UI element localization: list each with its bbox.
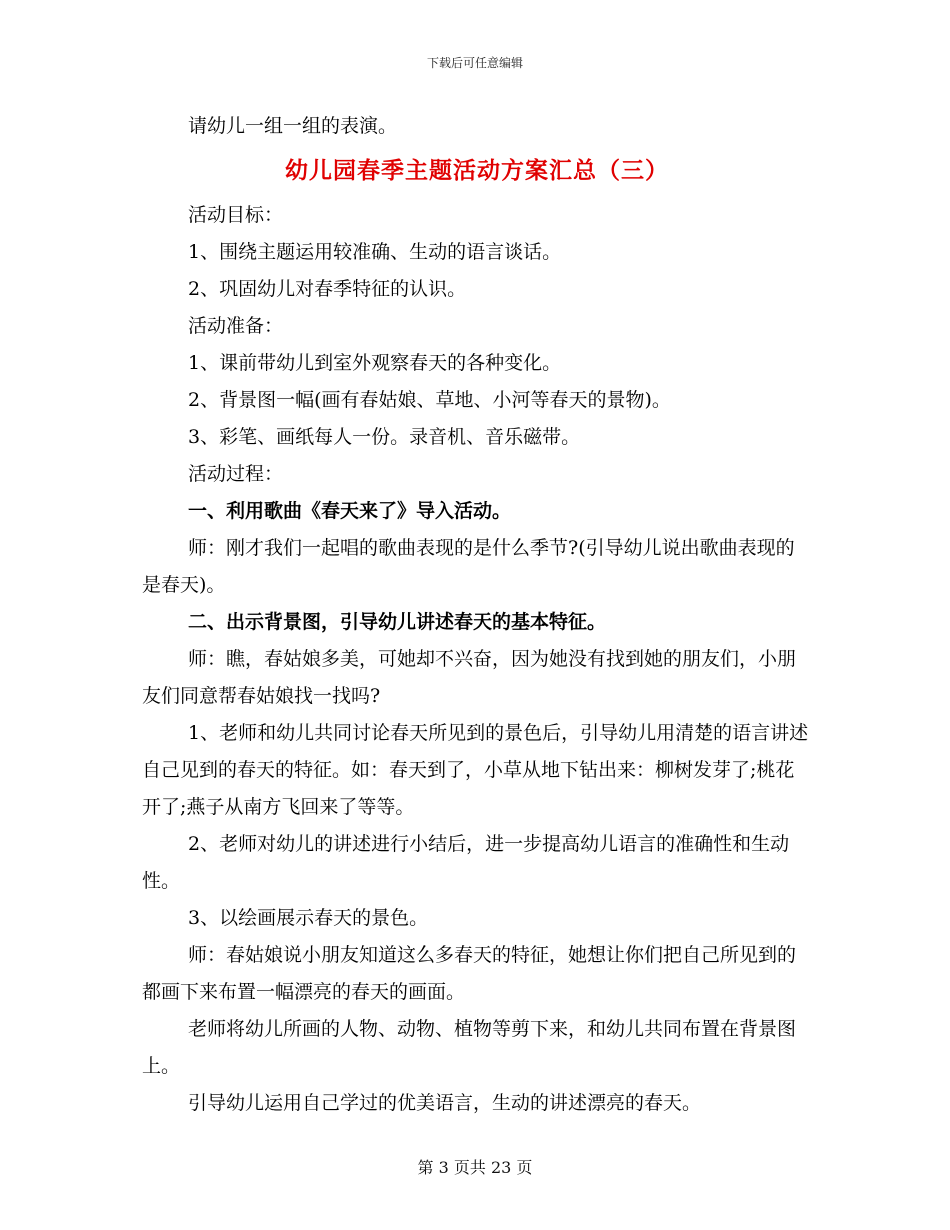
step-1-paragraph: 师：刚才我们一起唱的歌曲表现的是什么季节?(引导幼儿说出歌曲表现的是春天)。 <box>142 537 795 596</box>
prep-item-3: 3、彩笔、画纸每人一份。录音机、音乐磁带。 <box>188 426 581 448</box>
page-header-note: 下载后可任意编辑 <box>426 56 523 70</box>
step-2-item-3-paragraph-3: 引导幼儿运用自己学过的优美语言，生动的讲述漂亮的春天。 <box>188 1092 702 1114</box>
page-number-footer: 第 3 页共 23 页 <box>417 1158 533 1177</box>
step-2-item-3: 3、以绘画展示春天的景色。 <box>188 907 429 929</box>
step-2-item-2: 2、老师对幼儿的讲述进行小结后，进一步提高幼儿语言的准确性和生动性。 <box>142 833 790 892</box>
step-2-item-3-paragraph-2: 老师将幼儿所画的人物、动物、植物等剪下来，和幼儿共同布置在背景图上。 <box>142 1018 797 1077</box>
step-2-item-1: 1、老师和幼儿共同讨论春天所见到的景色后，引导幼儿用清楚的语言讲述自己见到的春天的特征。如：春天到了，小草从地下钻出来：柳树发芽了;桃花开了;燕子从南方飞回来了等等。 <box>142 722 809 818</box>
prep-heading: 活动准备： <box>188 315 284 337</box>
step-2-heading: 二、出示背景图，引导幼儿讲述春天的基本特征。 <box>188 611 607 633</box>
goal-item-1: 1、围绕主题运用较准确、生动的语言谈话。 <box>188 241 562 263</box>
prep-item-2: 2、背景图一幅(画有春姑娘、草地、小河等春天的景物)。 <box>188 389 671 411</box>
step-2-item-3-paragraph: 师：春姑娘说小朋友知道这么多春天的特征，她想让你们把自己所见到的都画下来布置一幅漂亮的春天的画面。 <box>142 944 797 1003</box>
goal-item-2: 2、巩固幼儿对春季特征的认识。 <box>188 278 467 300</box>
step-1-heading: 一、利用歌曲《春天来了》导入活动。 <box>188 500 512 522</box>
goals-heading: 活动目标： <box>188 204 284 226</box>
intro-paragraph: 请幼儿一组一组的表演。 <box>188 115 398 137</box>
process-heading: 活动过程： <box>188 463 284 485</box>
document-body <box>142 108 812 1122</box>
prep-item-1: 1、课前带幼儿到室外观察春天的各种变化。 <box>188 352 562 374</box>
step-2-paragraph: 师：瞧，春姑娘多美，可她却不兴奋，因为她没有找到她的朋友们，小朋友们同意帮春姑娘找一找吗? <box>142 648 797 707</box>
section-title: 幼儿园春季主题活动方案汇总（三） <box>285 157 669 184</box>
